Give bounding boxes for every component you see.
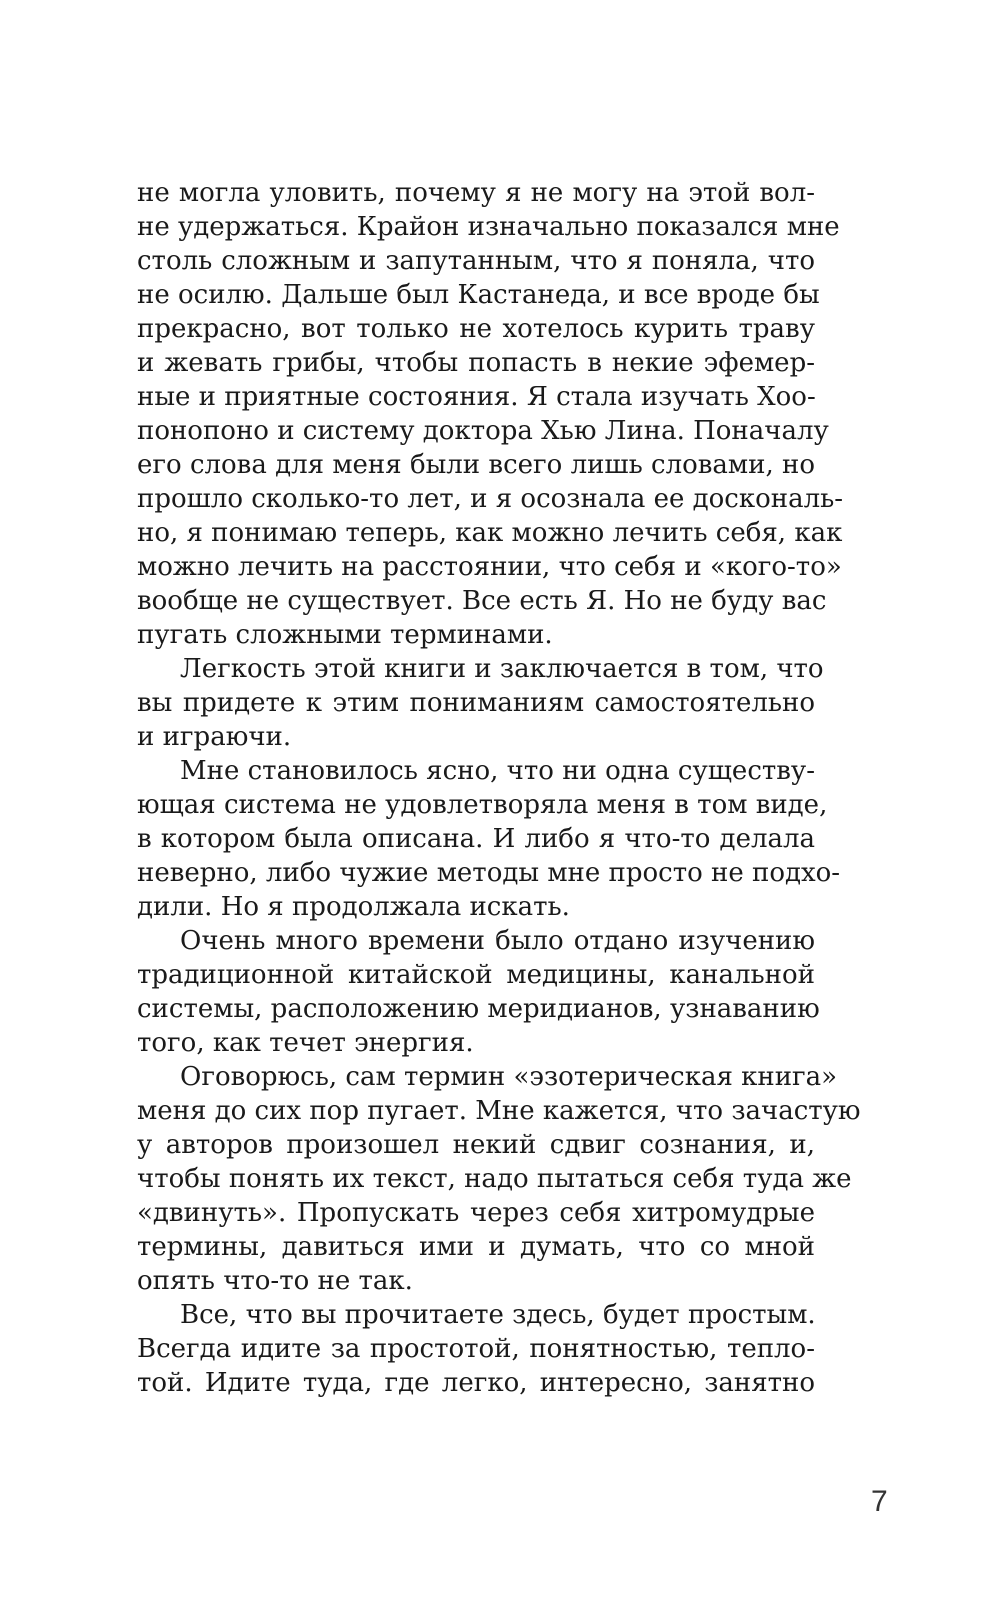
text-line: той. Идите туда, где легко, интересно, занятно <box>137 1368 815 1398</box>
text-line: опять что-то не так. <box>137 1266 413 1296</box>
text-line: пугать сложными терминами. <box>137 620 553 650</box>
text-line: Легкость этой книги и заключается в том, что <box>180 654 824 684</box>
text-line: Очень много времени было отдано изучению <box>180 926 815 956</box>
paragraph <box>137 1298 815 1400</box>
text-line: Все, что вы прочитаете здесь, будет простым. <box>180 1300 816 1330</box>
text-line: прошло сколько-то лет, и я осознала ее доскональ- <box>137 484 844 514</box>
text-line: и играючи. <box>137 722 292 752</box>
text-line: столь сложным и запутанным, что я поняла, что <box>137 246 815 276</box>
text-line: Всегда идите за простотой, понятностью, тепло- <box>137 1334 815 1364</box>
text-line: не удержаться. Крайон изначально показался мне <box>137 212 840 242</box>
text-line: меня до сих пор пугает. Мне кажется, что зачастую <box>137 1096 861 1126</box>
text-line: «двинуть». Пропускать через себя хитромудрые <box>137 1198 815 1228</box>
paragraph <box>137 754 841 924</box>
text-line: Оговорюсь, сам термин «эзотерическая книга» <box>180 1062 838 1092</box>
paragraph <box>137 652 824 754</box>
text-line: неверно, либо чужие методы мне просто не подхо- <box>137 858 841 888</box>
text-line: того, как течет энергия. <box>137 1028 474 1058</box>
text-line: можно лечить на расстоянии, что себя и «кого-то» <box>137 552 842 582</box>
text-line: вообще не существует. Все есть Я. Но не буду вас <box>137 586 827 616</box>
text-line: дили. Но я продолжала искать. <box>137 892 570 922</box>
paragraph <box>137 1060 861 1298</box>
text-line: традиционной китайской медицины, канальной <box>137 960 815 990</box>
text-line: в котором была описана. И либо я что-то делала <box>137 824 815 854</box>
paragraph <box>137 924 820 1060</box>
text-line: понопоно и систему доктора Хью Лина. Поначалу <box>137 416 829 446</box>
page-number: 7 <box>871 1485 888 1518</box>
text-line: термины, давиться ими и думать, что со мной <box>137 1232 815 1262</box>
text-line: чтобы понять их текст, надо пытаться себя туда же <box>137 1164 852 1194</box>
text-line: вы придете к этим пониманиям самостоятельно <box>137 688 815 718</box>
text-line: не могла уловить, почему я не могу на этой вол- <box>137 178 815 208</box>
text-line: не осилю. Дальше был Кастанеда, и все вроде бы <box>137 280 820 310</box>
text-line: но, я понимаю теперь, как можно лечить себя, как <box>137 518 843 548</box>
text-line: его слова для меня были всего лишь словами, но <box>137 450 815 480</box>
text-line: ющая система не удовлетворяла меня в том виде, <box>137 790 828 820</box>
text-line: системы, расположению меридианов, узнаванию <box>137 994 820 1024</box>
paragraph <box>137 176 844 652</box>
text-line: у авторов произошел некий сдвиг сознания, и, <box>137 1130 815 1160</box>
text-line: и жевать грибы, чтобы попасть в некие эфемер- <box>137 348 815 378</box>
text-line: прекрасно, вот только не хотелось курить траву <box>137 314 815 344</box>
page-text-body <box>137 176 861 1400</box>
text-line: Мне становилось ясно, что ни одна существу- <box>180 756 815 786</box>
text-line: ные и приятные состояния. Я стала изучать Хоо- <box>137 382 816 412</box>
